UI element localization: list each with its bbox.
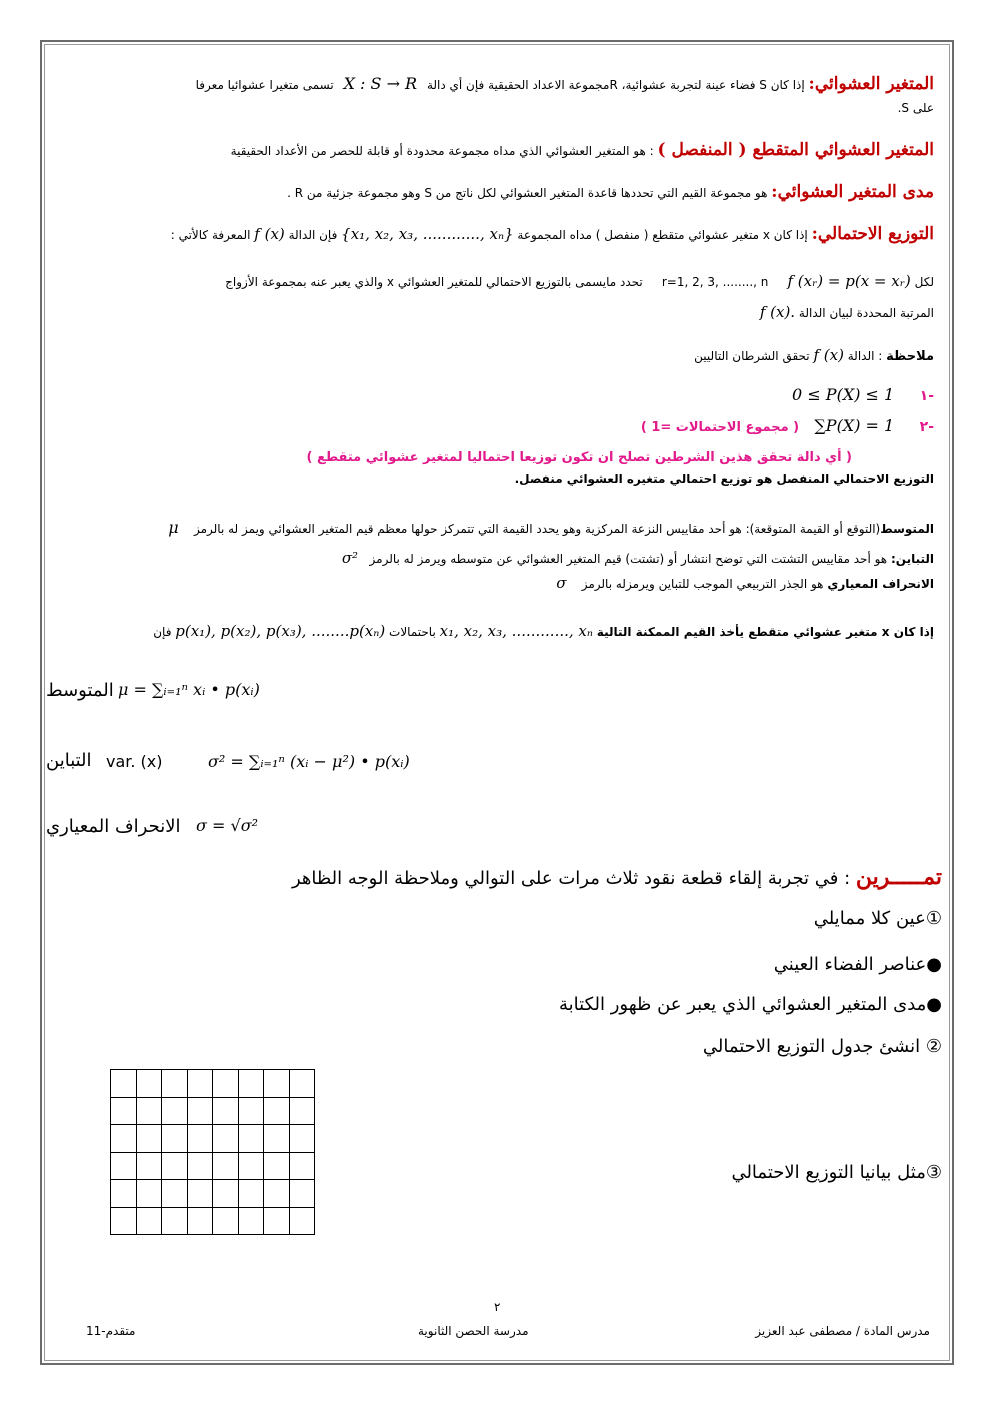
mean-label: المتوسط	[46, 680, 114, 701]
table-cell[interactable]	[162, 1070, 188, 1098]
note-remark: ( أي دالة تحقق هذين الشرطين تصلح ان تكون توزيعا احتماليا لمتغير عشوائي متقطع )	[306, 450, 852, 465]
table-cell[interactable]	[213, 1097, 239, 1125]
sigma-squared-symbol: σ²	[341, 549, 359, 567]
def-discrete-title: المتغير العشوائي المتقطع ( المنفصل )	[657, 140, 934, 160]
table-cell[interactable]	[264, 1125, 290, 1153]
table-cell[interactable]	[111, 1125, 137, 1153]
mean-definition: المتوسط(التوقع أو القيمة المتوقعة): هو أحد مقاييس النزعة المركزية وهو يحدد القيمة التي تتمركز حولها معظم قيم المتغير العشوائي ويمز له بالرمز μ	[168, 518, 934, 537]
table-cell[interactable]	[187, 1207, 213, 1235]
def-distribution-title: التوزيع الاحتمالي:	[811, 224, 934, 244]
exercise-q1b: ●مدى المتغير العشوائي الذي يعبر عن ظهور الكتابة	[559, 994, 942, 1015]
distribution-table-grid	[110, 1069, 315, 1235]
table-cell[interactable]	[238, 1152, 264, 1180]
sum-probabilities-label: ( مجموع الاحتمالات =1 )	[640, 420, 800, 435]
table-cell[interactable]	[136, 1152, 162, 1180]
def-random-variable-cont: على S.	[897, 101, 934, 115]
table-cell[interactable]	[187, 1180, 213, 1208]
table-cell[interactable]	[162, 1097, 188, 1125]
footer-grade: 11-متقدم	[86, 1324, 136, 1338]
note-conclusion: التوزيع الاحتمالي المنفصل هو توزيع احتمالي متغيره العشوائي منفصل.	[514, 472, 934, 486]
mean-formula: μ = ∑ᵢ₌₁ⁿ xᵢ • p(xᵢ)	[118, 680, 260, 699]
mapping-formula: X : S → R	[343, 74, 418, 93]
def-random-variable: المتغير العشوائي: إذا كان S فضاء عينة لتجربة عشوائية، Rمجموعة الاعداد الحقيقية فإن أي دالة X : S → R تسمى متغيرا عشوائيا معرفا	[195, 74, 934, 94]
note: ملاحظة : الدالة f (x) تحقق الشرطان التاليين	[694, 346, 934, 364]
table-cell[interactable]	[111, 1097, 137, 1125]
table-row	[111, 1070, 315, 1098]
table-row	[111, 1207, 315, 1235]
table-cell[interactable]	[213, 1180, 239, 1208]
table-cell[interactable]	[136, 1125, 162, 1153]
given-statement: إذا كان x متغير عشوائي متقطع يأخذ القيم الممكنة التالية x₁, x₂, x₃, ............, xₙ باحتمالات p(x₁), p(x₂), p(x₃), ........p(xₙ) فإن	[153, 622, 934, 640]
table-cell[interactable]	[111, 1070, 137, 1098]
note-title: ملاحظة	[886, 349, 934, 364]
table-cell[interactable]	[264, 1070, 290, 1098]
condition-1: -١ 0 ≤ P(X) ≤ 1	[792, 385, 934, 404]
table-cell[interactable]	[213, 1070, 239, 1098]
table-cell[interactable]	[238, 1180, 264, 1208]
exercise-q1a: ●عناصر الفضاء العيني	[773, 954, 942, 975]
exercise-title: تمـــــرين	[855, 864, 942, 890]
table-cell[interactable]	[264, 1097, 290, 1125]
mu-symbol: μ	[168, 518, 179, 537]
def-distribution-line2: لكل f (xᵣ) = p(x = xᵣ) r=1, 2, 3, ........, n تحدد مايسمى بالتوزيع الاحتمالي للمتغير العشوائي x والذي يعبر عنه بمجموعة الأزواج	[225, 272, 934, 290]
table-cell[interactable]	[289, 1180, 315, 1208]
table-cell[interactable]	[187, 1152, 213, 1180]
def-range-title: مدى المتغير العشوائي:	[771, 182, 934, 202]
table-cell[interactable]	[162, 1207, 188, 1235]
exercise-statement: تمـــــرين : في تجربة إلقاء قطعة نقود ثلاث مرات على التوالي وملاحظة الوجه الظاهر	[292, 864, 942, 890]
exercise-q1: ①عين كلا ممايلي	[813, 908, 942, 929]
table-cell[interactable]	[289, 1152, 315, 1180]
table-cell[interactable]	[162, 1180, 188, 1208]
table-cell[interactable]	[213, 1207, 239, 1235]
def-distribution: التوزيع الاحتمالي: إذا كان x متغير عشوائي متقطع ( منفصل ) مداه المجموعة {x₁, x₂, x₃, ............, xₙ} فإن الدالة f (x) المعرفة كالأتي :	[170, 224, 934, 244]
variance-abbr: var. (x)	[106, 752, 163, 771]
table-cell[interactable]	[264, 1152, 290, 1180]
table-cell[interactable]	[136, 1180, 162, 1208]
def-distribution-line3: المرتبة المحددة لبيان الدالة f (x).	[759, 303, 934, 321]
table-cell[interactable]	[238, 1097, 264, 1125]
table-cell[interactable]	[238, 1070, 264, 1098]
table-row	[111, 1125, 315, 1153]
table-cell[interactable]	[162, 1152, 188, 1180]
def-random-variable-title: المتغير العشوائي:	[808, 74, 934, 94]
sd-formula: σ = √σ²	[196, 816, 259, 835]
exercise-q3: ③مثل بيانيا التوزيع الاحتمالي	[731, 1162, 942, 1183]
footer-teacher: مدرس المادة / مصطفى عبد العزيز	[755, 1324, 930, 1338]
table-cell[interactable]	[136, 1207, 162, 1235]
sigma-symbol: σ	[556, 574, 567, 592]
table-cell[interactable]	[136, 1097, 162, 1125]
table-row	[111, 1180, 315, 1208]
table-cell[interactable]	[111, 1152, 137, 1180]
footer-school: مدرسة الحصن الثانوية	[418, 1324, 529, 1338]
def-range: مدى المتغير العشوائي: هو مجموعة القيم التي تحددها قاعدة المتغير العشوائي لكل ناتج من S وهو مجموعة جزئية من R .	[287, 182, 934, 202]
table-cell[interactable]	[289, 1207, 315, 1235]
page-number: ٢	[494, 1300, 501, 1314]
table-cell[interactable]	[238, 1207, 264, 1235]
table-cell[interactable]	[187, 1070, 213, 1098]
variance-definition: التباين: هو أحد مقاييس التشتت التي توضح انتشار أو (تشتت) قيم المتغير العشوائي عن متوسطه ويرمز له بالرمز σ²	[341, 549, 934, 567]
table-cell[interactable]	[289, 1070, 315, 1098]
table-cell[interactable]	[289, 1125, 315, 1153]
sd-definition: الانحراف المعياري هو الجذر التربيعي الموجب للتباين ويرمزله بالرمز σ	[556, 574, 934, 592]
table-cell[interactable]	[111, 1180, 137, 1208]
variance-formula: σ² = ∑ᵢ₌₁ⁿ (xᵢ − μ²) • p(xᵢ)	[208, 752, 410, 771]
table-cell[interactable]	[264, 1180, 290, 1208]
exercise-q2: ② انشئ جدول التوزيع الاحتمالي	[702, 1036, 942, 1057]
outcome-set: {x₁, x₂, x₃, ............, xₙ}	[341, 225, 514, 243]
table-row	[111, 1097, 315, 1125]
table-cell[interactable]	[264, 1207, 290, 1235]
table-cell[interactable]	[111, 1207, 137, 1235]
table-cell[interactable]	[187, 1097, 213, 1125]
def-discrete: المتغير العشوائي المتقطع ( المنفصل ) : هو المتغير العشوائي الذي مداه مجموعة محدودة أو قابلة للحصر من الأعداد الحقيقية	[230, 140, 934, 160]
table-row	[111, 1152, 315, 1180]
condition-2: -٢ ∑P(X) = 1 ( مجموع الاحتمالات =1 )	[640, 416, 934, 435]
table-cell[interactable]	[213, 1152, 239, 1180]
table-cell[interactable]	[289, 1097, 315, 1125]
table-cell[interactable]	[136, 1070, 162, 1098]
table-cell[interactable]	[187, 1125, 213, 1153]
table-cell[interactable]	[213, 1125, 239, 1153]
variance-label: التباين	[46, 750, 92, 771]
table-cell[interactable]	[162, 1125, 188, 1153]
table-cell[interactable]	[238, 1125, 264, 1153]
sd-label: الانحراف المعياري	[46, 816, 181, 837]
